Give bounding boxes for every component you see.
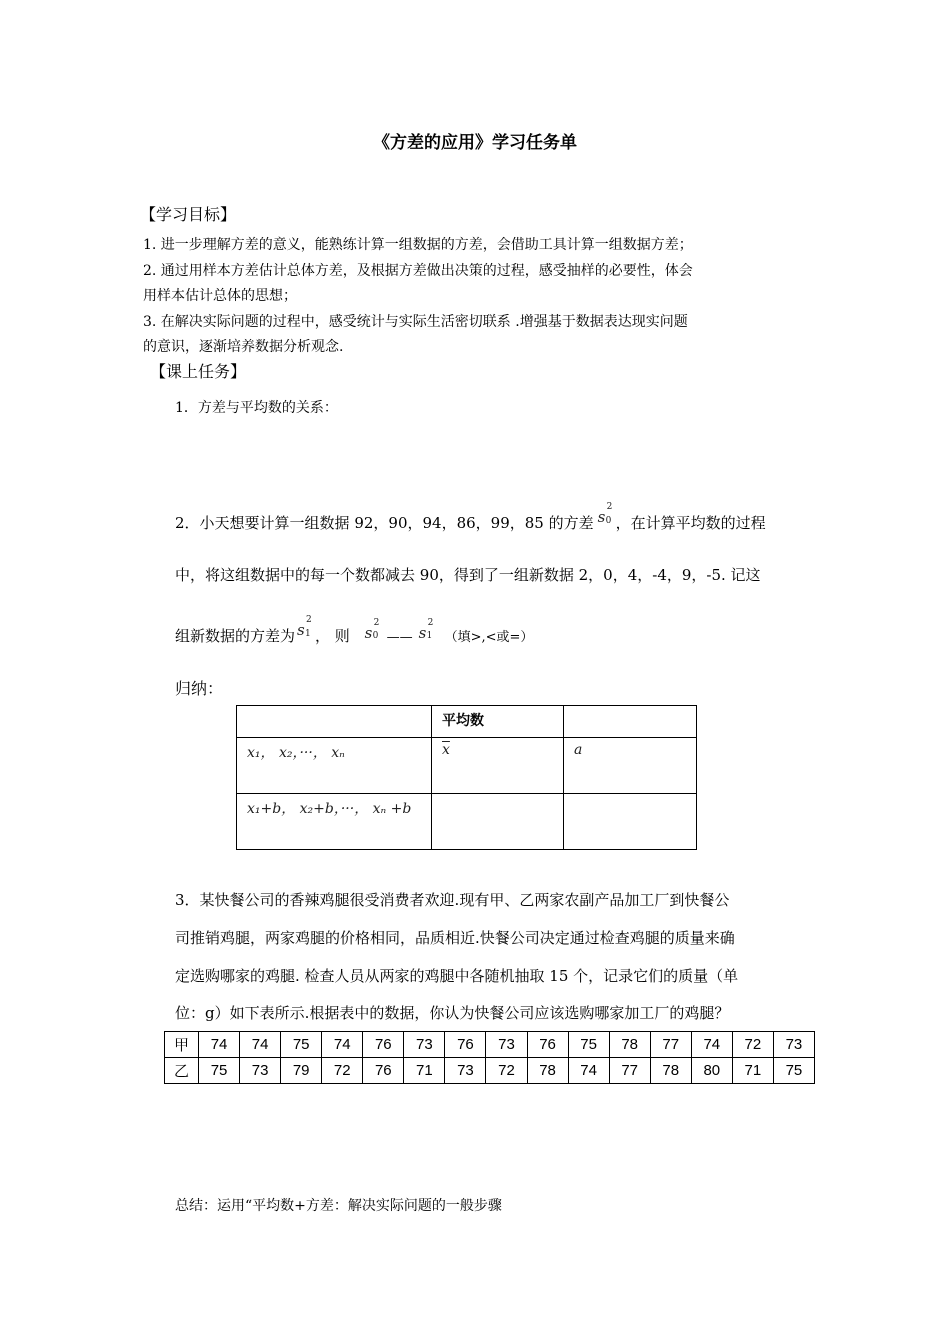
summary-table [236,705,697,850]
goal-item-2-line-2: 用样本估计总体的思想； [143,288,297,304]
goal-item-1: 1. 进一步理解方差的意义，能熟练计算一组数据的方差，会借助工具计算一组数据方差； [143,237,693,253]
tasks-heading: 【课上任务】 [150,362,247,381]
task-2-line-1 [175,502,766,533]
weight-cell: 73 [486,1032,527,1058]
summary-header-cell-1 [237,706,432,738]
weight-cell: 72 [322,1058,363,1084]
weight-cell: 72 [486,1058,527,1084]
summary-header-cell-3 [564,706,697,738]
task-2-text-c: 组新数据的方差为 [175,627,296,645]
weight-cell: 77 [650,1032,691,1058]
weight-cell: 75 [199,1058,240,1084]
weight-cell: 75 [568,1032,609,1058]
summary-table-row-1 [237,738,697,794]
summary-row-1-col3: a [564,738,697,794]
weight-cell: 74 [240,1032,281,1058]
weight-cell: 78 [650,1058,691,1084]
task-1: 1．方差与平均数的关系： [175,400,338,416]
summary-table-row-2 [237,794,697,850]
task-2-text-e: （填>,<或=） [444,630,534,645]
goal-item-3-line-2: 的意识，逐渐培养数据分析观念. [143,339,344,355]
conclusion: 总结：运用“平均数+方差：解决实际问题的一般步骤 [175,1198,502,1214]
weight-cell: 78 [609,1032,650,1058]
variance-s0-symbol: s 2 0 [597,502,613,526]
summary-row-1-data: x₁， x₂，···， xₙ [237,738,432,794]
weight-cell: 79 [281,1058,322,1084]
weight-cell: 73 [445,1058,486,1084]
weights-row-jia [165,1032,815,1058]
weight-cell: 74 [691,1032,732,1058]
goal-item-3-line-1: 3. 在解决实际问题的过程中，感受统计与实际生活密切联系 .增强基于数据表达现实问题 [143,314,688,330]
weight-cell: 75 [281,1032,322,1058]
summary-header-mean: 平均数 [432,706,564,738]
weight-cell: 76 [363,1058,404,1084]
weight-cell: 77 [609,1058,650,1084]
weight-cell: 75 [773,1058,814,1084]
weights-table [164,1031,815,1084]
task-3-line-1: 3．某快餐公司的香辣鸡腿很受消费者欢迎.现有甲、乙两家农副产品加工厂到快餐公 [175,891,730,909]
summary-table-header-row [237,706,697,738]
page-title: 《方差的应用》学习任务单 [373,133,577,153]
compare-blank[interactable]: —— [386,630,413,645]
weight-cell: 71 [732,1058,773,1084]
weight-cell: 73 [773,1032,814,1058]
weight-cell: 74 [199,1032,240,1058]
compare-s0-symbol: s 2 0 [364,618,380,642]
weights-row-label: 甲 [165,1032,199,1058]
weight-cell: 76 [445,1032,486,1058]
weights-row-yi [165,1058,815,1084]
weight-cell: 76 [363,1032,404,1058]
task-2-text-b: ，在计算平均数的过程 [615,514,766,532]
task-3-line-2: 司推销鸡腿，两家鸡腿的价格相同，品质相近.快餐公司决定通过检查鸡腿的质量来确 [175,929,735,947]
summary-label: 归纳： [175,679,224,698]
weight-cell: 73 [240,1058,281,1084]
weight-cell: 74 [322,1032,363,1058]
task-2-text-a: 2．小天想要计算一组数据 92，90，94，86，99，85 的方差 [175,514,594,532]
goal-item-2-line-1: 2. 通过用样本方差估计总体方差，及根据方差做出决策的过程，感受抽样的必要性，体会 [143,263,693,279]
weight-cell: 74 [568,1058,609,1084]
weight-cell: 80 [691,1058,732,1084]
goals-heading: 【学习目标】 [140,205,237,224]
weight-cell: 78 [527,1058,568,1084]
task-2-line-2: 中，将这组数据中的每一个数都减去 90，得到了一组新数据 2，0，4，-4，9，-5. 记这 [175,566,761,584]
weights-row-label: 乙 [165,1058,199,1084]
task-3-line-4: 位：g）如下表所示.根据表中的数据，你认为快餐公司应该选购哪家加工厂的鸡腿？ [175,1004,730,1022]
weight-cell: 73 [404,1032,445,1058]
summary-row-2-mean[interactable] [432,794,564,850]
weight-cell: 71 [404,1058,445,1084]
summary-row-2-col3[interactable] [564,794,697,850]
summary-row-1-mean: $\overline{x}$ [432,738,564,794]
weight-cell: 72 [732,1032,773,1058]
compare-s1-symbol: s 2 1 [418,618,434,642]
summary-row-2-data: x₁+b， x₂+b，···， xₙ +b [237,794,432,850]
task-2-line-3 [175,615,534,646]
task-2-text-d: ， 则 [315,627,350,645]
weight-cell: 76 [527,1032,568,1058]
task-3-line-3: 定选购哪家的鸡腿. 检查人员从两家的鸡腿中各随机抽取 15 个，记录它们的质量（单 [175,967,739,985]
variance-s1-symbol: s 2 1 [297,615,312,639]
